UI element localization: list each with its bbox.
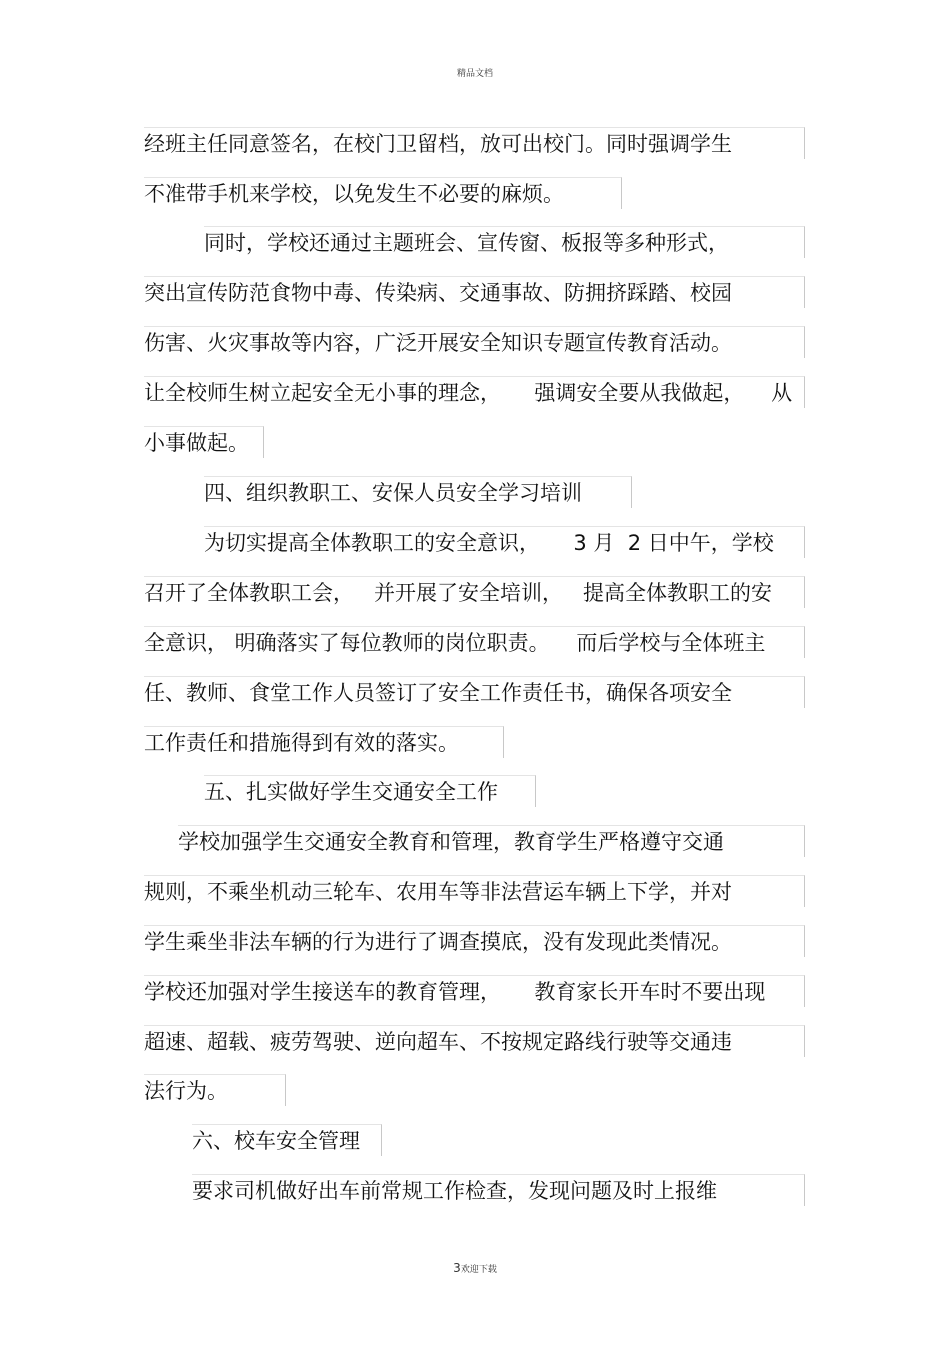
text-line: 小事做起。: [144, 426, 264, 458]
section-heading: 五、扎实做好学生交通安全工作: [204, 775, 536, 807]
page-header: 精品文档: [456, 69, 493, 79]
text-line: 全意识， 明确落实了每位教师的岗位职责。 而后学校与全体班主: [144, 626, 805, 658]
page-footer: [0, 1261, 950, 1275]
text-line: 召开了全体教职工会， 并开展了安全培训， 提高全体教职工的安: [144, 576, 805, 608]
text-line: 让全校师生树立起安全无小事的理念， 强调安全要从我做起， 从: [144, 376, 805, 408]
text-line: 经班主任同意签名，在校门卫留档，放可出校门。同时强调学生: [144, 127, 805, 159]
page-number: 3: [453, 1261, 461, 1275]
text-line: 伤害、火灾事故等内容，广泛开展安全知识专题宣传教育活动。: [144, 326, 805, 358]
text-line: 学生乘坐非法车辆的行为进行了调查摸底，没有发现此类情况。: [144, 925, 805, 957]
section-heading: 六、校车安全管理: [192, 1124, 382, 1156]
text-line: 法行为。: [144, 1074, 286, 1106]
text-line: 任、教师、食堂工作人员签订了安全工作责任书，确保各项安全: [144, 676, 805, 708]
footer-text: 欢迎下载: [460, 1265, 497, 1275]
text-line: 工作责任和措施得到有效的落实。: [144, 726, 504, 758]
text-line: 学校还加强对学生接送车的教育管理， 教育家长开车时不要出现: [144, 975, 805, 1007]
text-line: 超速、超载、疲劳驾驶、逆向超车、不按规定路线行驶等交通违: [144, 1025, 805, 1057]
section-heading: 四、组织教职工、安保人员安全学习培训: [204, 476, 632, 508]
text-line: 要求司机做好出车前常规工作检查，发现问题及时上报维: [192, 1174, 805, 1206]
text-line: 学校加强学生交通安全教育和管理，教育学生严格遵守交通: [178, 825, 805, 857]
text-line: 同时，学校还通过主题班会、宣传窗、板报等多种形式，: [204, 226, 805, 258]
text-line: 为切实提高全体教职工的安全意识， 3 月 2 日中午，学校: [204, 526, 805, 558]
text-line: 突出宣传防范食物中毒、传染病、交通事故、防拥挤踩踏、校园: [144, 276, 805, 308]
text-line: 规则，不乘坐机动三轮车、农用车等非法营运车辆上下学，并对: [144, 875, 805, 907]
text-line: 不准带手机来学校，以免发生不必要的麻烦。: [144, 177, 622, 209]
